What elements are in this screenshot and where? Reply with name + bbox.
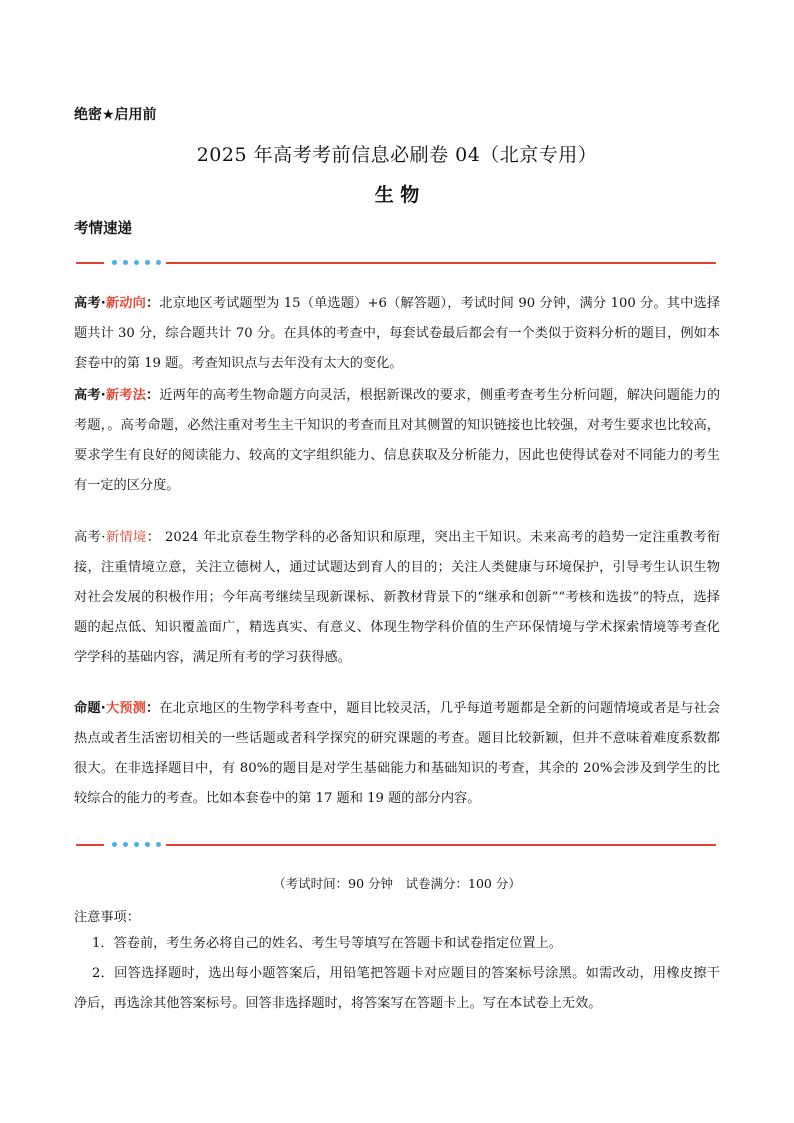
paragraph-new-context <box>74 523 720 673</box>
paragraph-new-trend <box>74 289 720 379</box>
paragraph-text: 在北京地区的生物学科考查中，题目比较灵活，几乎每道考题都是全新的问题情境或者是与社会热点或者生活密切相关的一些话题或者科学探究的研究课题的考查。题目比较新颖，但并不意味着难度系数都很大。在非选择题目中，有 80%的题目是对学生基础能力和基础知识的考查，其余的 20%会涉及到学生的比较综合的能力的考查。比如本套卷中的第 17 题和 19 题的部分内容。 <box>74 701 721 806</box>
section-divider-top <box>76 257 716 269</box>
exam-info: （考试时间：90 分钟 试卷满分：100 分） <box>273 876 521 891</box>
subject-title: 生 物 <box>374 184 420 206</box>
paragraph-label: 高考·新情境： <box>74 530 161 545</box>
note-item: 2．回答选择题时，选出每小题答案后，用铅笔把答题卡对应题目的答案标号涂黑。如需改动，用橡皮擦干净后，再选涂其他答案标号。回答非选择题时，将答案写在答题卡上。写在本试卷上无效。 <box>74 966 720 1011</box>
paragraph-label: 命题·大预测： <box>74 701 160 716</box>
paragraph-prediction <box>74 694 720 814</box>
paragraph-text: 近两年的高考生物命题方向灵活，根据新课改的要求，侧重考查考生分析问题，解决问题能力的考题，。高考命题，必然注重对考生主干知识的考查而且对其侧置的知识链接也比较强，对考生要求也比较高，要求学生有良好的阅读能力、较高的文字组织能力、信息获取及分析能力，因此也使得试卷对不同能力的考生有一定的区分度。 <box>74 388 721 493</box>
secret-mark: 绝密★启用前 <box>74 107 157 123</box>
paragraph-new-method <box>74 381 720 501</box>
page-title: 2025 年高考考前信息必刷卷 04（北京专用） <box>196 144 598 166</box>
section-heading: 考情速递 <box>74 221 132 237</box>
paragraph-label: 高考·新考法： <box>74 388 160 403</box>
paragraph-text: 北京地区考试题型为 15（单选题）+6（解答题），考试时间 90 分钟，满分 100 分。其中选择题共计 30 分，综合题共计 70 分。在具体的考查中，每套试卷最后都会有一个类似于资料分析的题目，例如本套卷中的第 19 题。考查知识点与去年没有太大的变化。 <box>74 296 721 371</box>
section-divider-bottom <box>76 839 716 851</box>
paragraph-label: 高考·新动向： <box>74 296 160 311</box>
paragraph-text: 2024 年北京卷生物学科的必备知识和原理，突出主干知识。未来高考的趋势一定注重教考衔接，注重情境立意，关注立德树人，通过试题达到育人的目的；关注人类健康与环境保护，引导考生认识生物对社会发展的积极作用；今年高考继续呈现新课标、新教材背景下的“继承和创新”“考核和选拔”的特点，选择题的起点低、知识覆盖面广，精选真实、有意义、体现生物学科价值的生产环保情境与学术探索情境等考查化学学科的基础内容，满足所有考的学习获得感。 <box>74 530 721 665</box>
notes-title: 注意事项： <box>74 910 140 925</box>
note-item: 1．答卷前，考生务必将自己的姓名、考生号等填写在答题卡和试卷指定位置上。 <box>92 936 562 951</box>
